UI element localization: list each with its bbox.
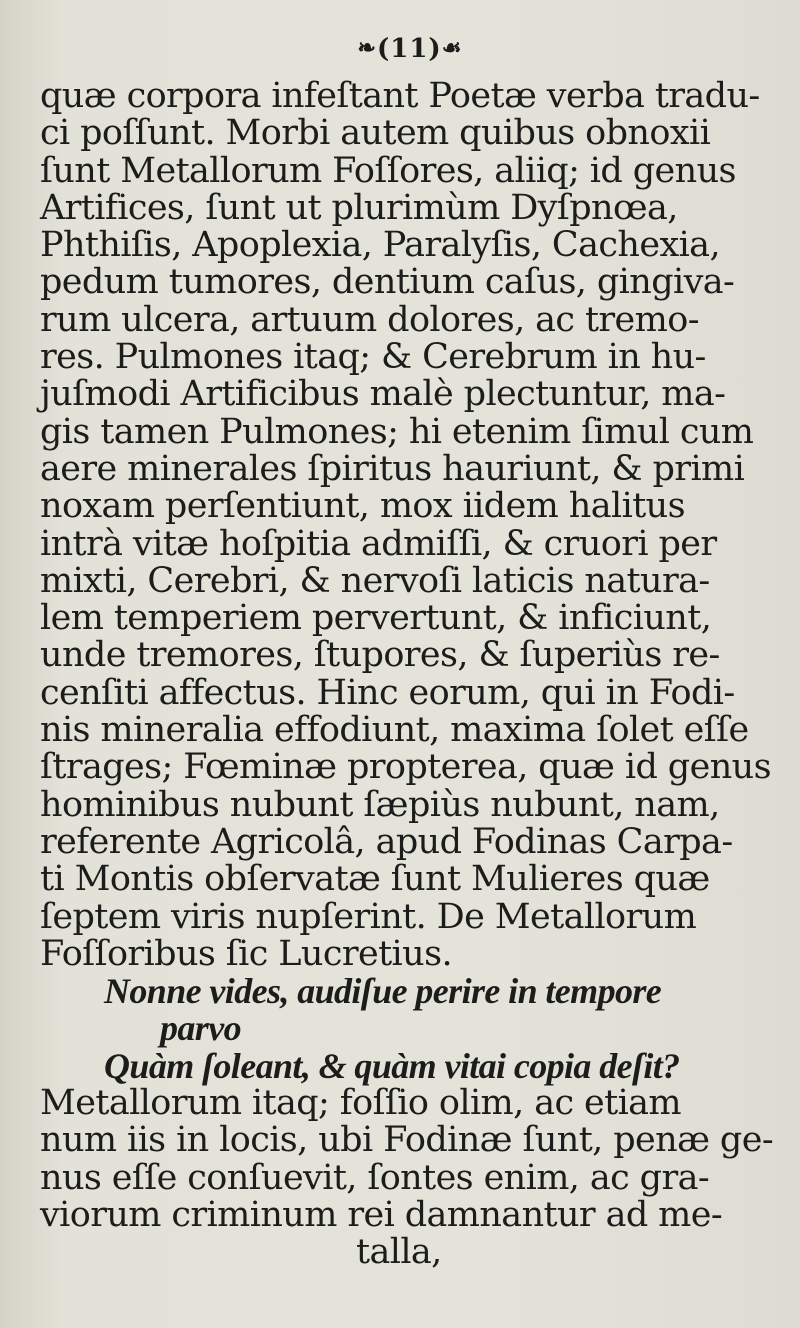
ornament-right-icon: ☙ (441, 35, 463, 61)
text-line: ſtrages; Fœminæ propterea, quæ id genus (40, 747, 771, 788)
text-line: intrà vitæ hoſpitia admiſſi, & cruori per (40, 523, 717, 564)
text-line: Metallorum itaq; foſſio olim, ac etiam (40, 1083, 682, 1124)
text-line: talla, (356, 1232, 442, 1273)
text-line: quæ corpora infeſtant Poetæ verba tradu- (40, 76, 760, 116)
text-line: ci poſſunt. Morbi autem quibus obnoxii (40, 113, 711, 154)
text-line: unde tremores, ſtupores, & ſuperiùs re- (40, 635, 720, 676)
text-line: nis mineralia effodiunt, maxima ſolet eſſe (40, 710, 749, 751)
text-line: Artifices, ſunt ut plurimùm Dyſpnœa, (40, 187, 678, 228)
text-line: pedum tumores, dentium caſus, gingiva- (40, 262, 735, 303)
page-number: (11) (376, 34, 442, 64)
text-line: ſunt Metallorum Foſſores, aliiq; id genus (40, 150, 736, 191)
text-line: mixti, Cerebri, & nervoſi laticis natura- (40, 560, 710, 601)
text-line: aere minerales ſpiritus hauriunt, & primi (40, 448, 745, 489)
text-line: Foſſoribus ſic Lucretius. (40, 933, 452, 974)
text-line: num iis in locis, ubi Fodinæ ſunt, penæ ge- (40, 1120, 774, 1161)
text-line: noxam perſentiunt, mox iidem halitus (40, 486, 685, 527)
verse-line: Nonne vides, audiſue perire in tempore (104, 971, 662, 1012)
text-line: Phthiſis, Apoplexia, Paralyſis, Cachexia, (40, 225, 720, 266)
text-line: gis tamen Pulmones; hi etenim ſimul cum (40, 411, 754, 452)
text-line: referente Agricolâ, apud Fodinas Carpa- (40, 821, 733, 862)
ornament-left-icon: ❧ (357, 35, 377, 61)
body-text (40, 78, 780, 1272)
text-line: lem temperiem pervertunt, & inficiunt, (40, 598, 712, 639)
text-line: res. Pulmones itaq; & Cerebrum in hu- (40, 337, 706, 378)
text-line: hominibus nubunt ſæpiùs nubunt, nam, (40, 784, 720, 825)
text-line: ti Montis obſervatæ ſunt Mulieres quæ (40, 859, 710, 900)
text-line: ſeptem viris nupſerint. De Metallorum (40, 896, 697, 937)
text-line: nus eſſe conſuevit, ſontes enim, ac gra- (40, 1157, 710, 1198)
verse-line: parvo (160, 1008, 241, 1049)
page-header (0, 34, 800, 64)
text-line: viorum criminum rei damnantur ad me- (40, 1194, 723, 1235)
text-line: juſmodi Artificibus malè plectuntur, ma- (40, 374, 726, 415)
text-line: cenſiti affectus. Hinc eorum, qui in Fodi- (40, 672, 735, 713)
text-line: rum ulcera, artuum dolores, ac tremo- (40, 299, 699, 340)
verse-line: Quàm ſoleant, & quàm vitai copia deſit? (104, 1045, 680, 1086)
